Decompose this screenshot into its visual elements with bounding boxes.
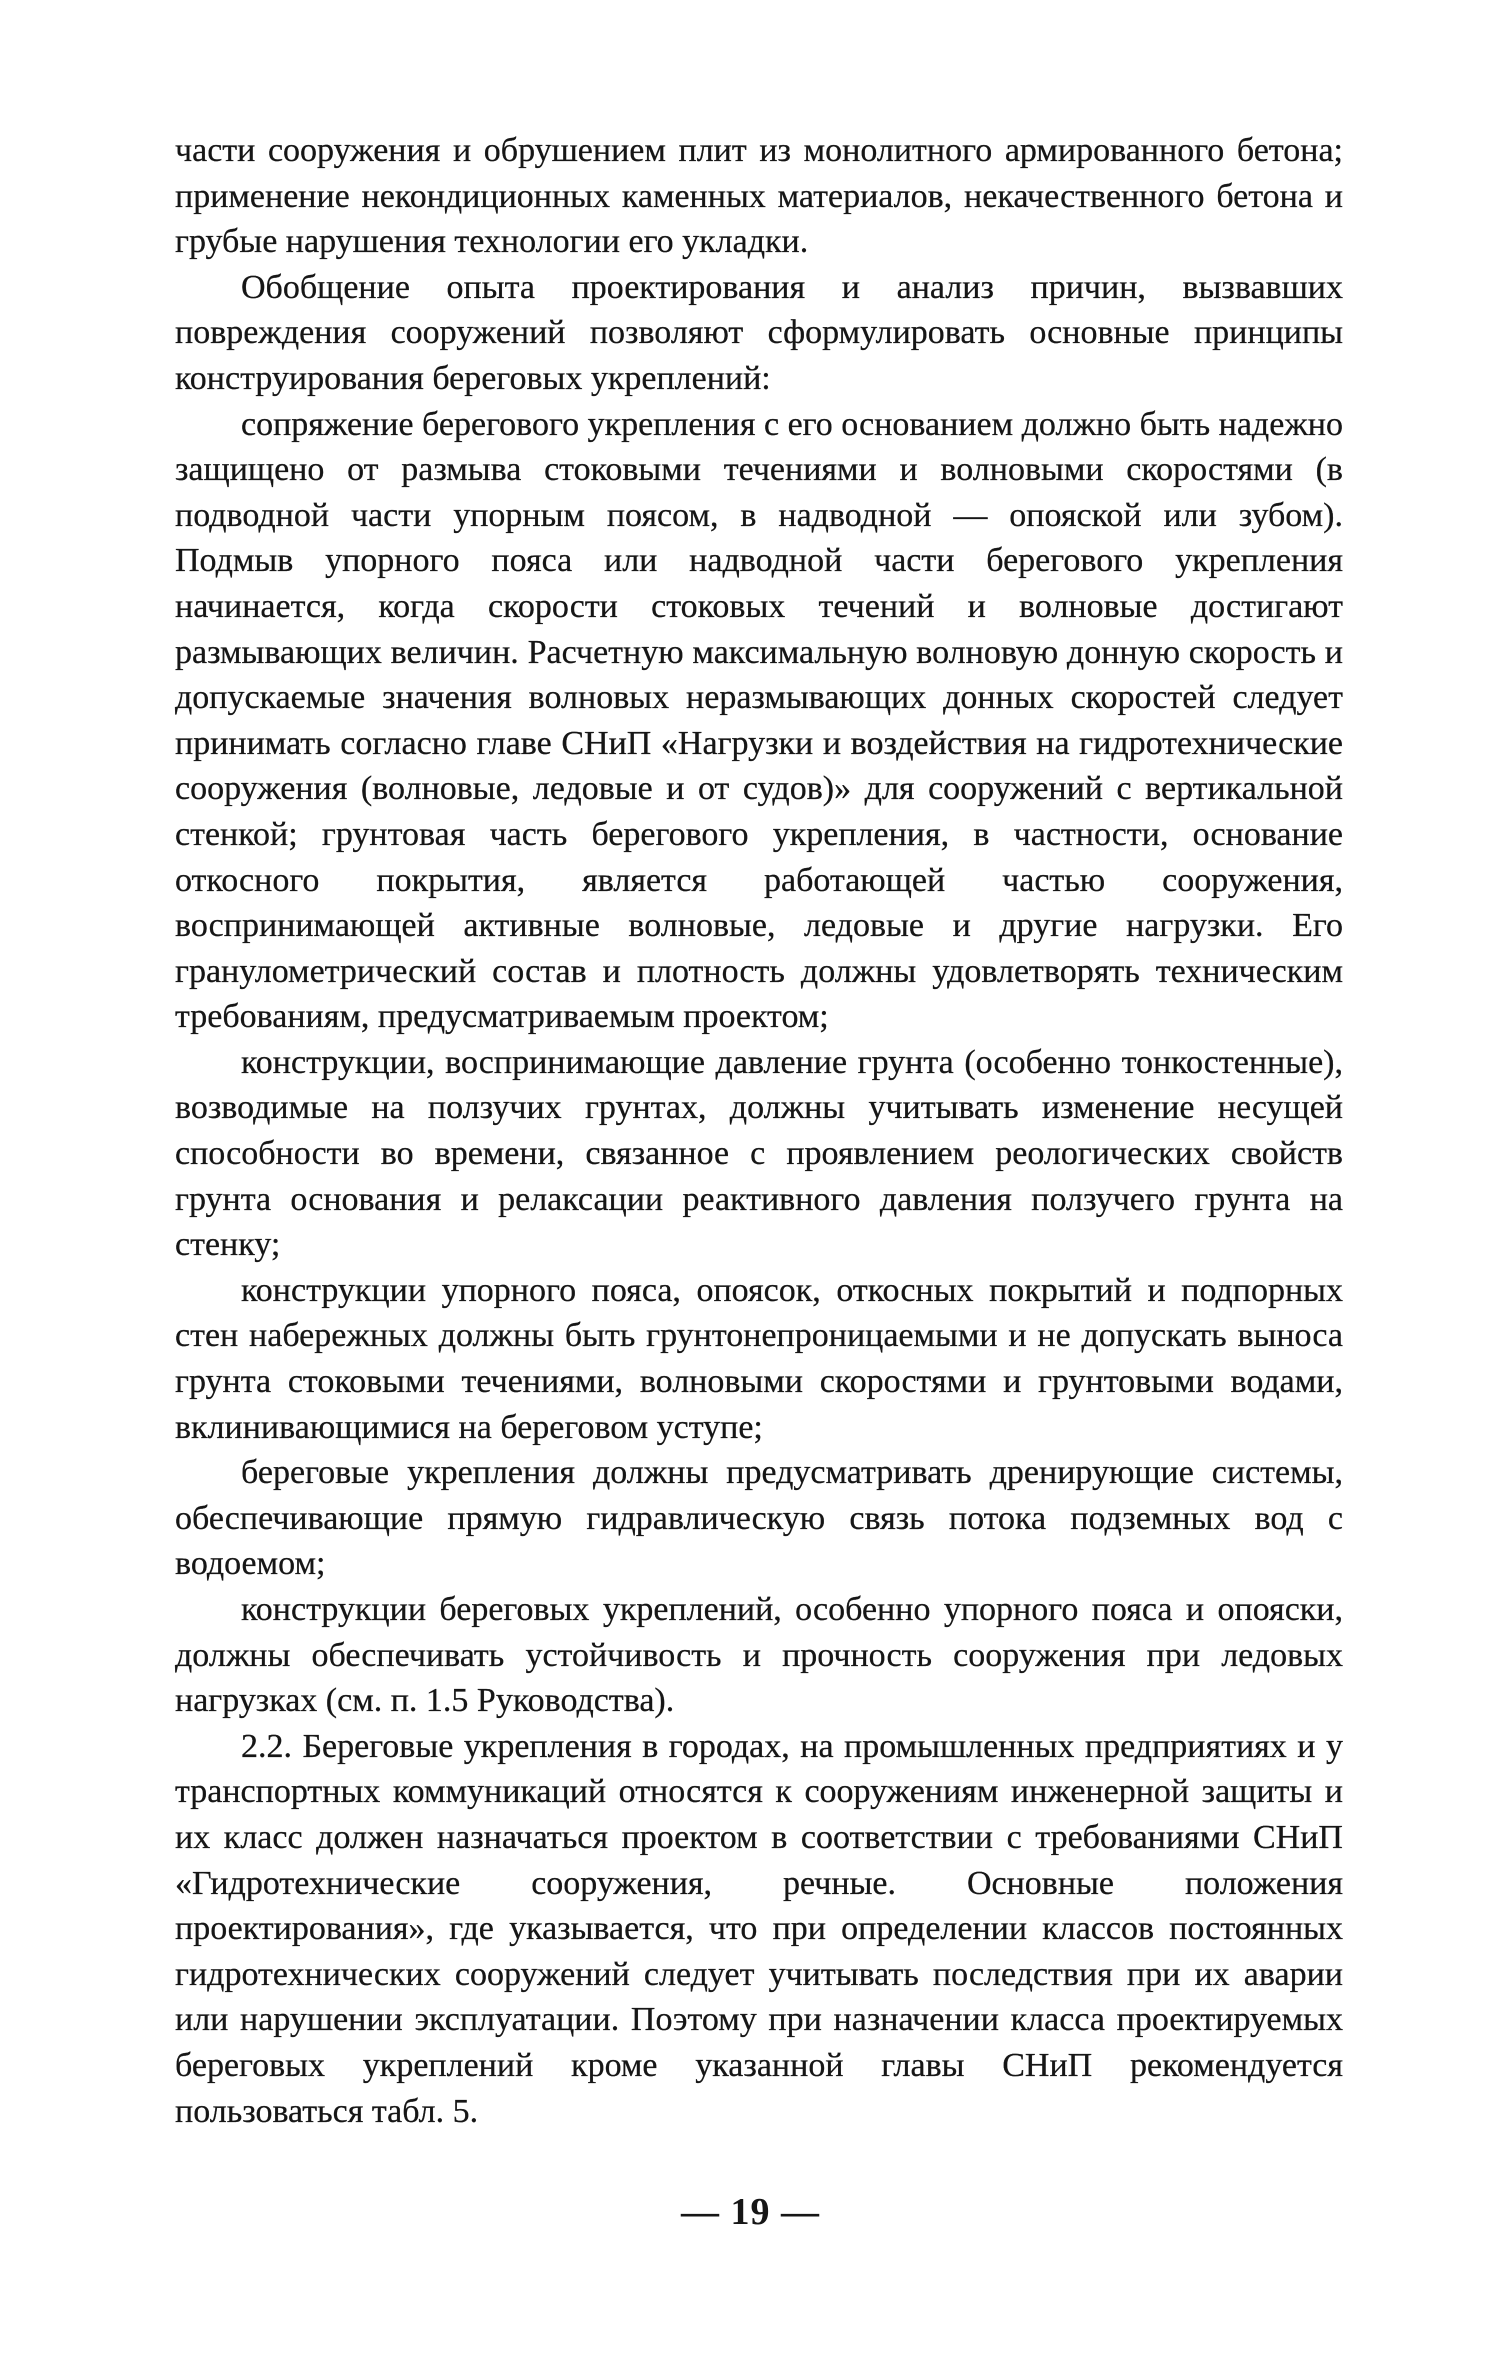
paragraph-section-2-2: 2.2. Береговые укрепления в городах, на промышленных предприятиях и у транспортных коммуникаций относятся к сооружениям инженерной защиты и их класс должен назначаться проектом в соответствии с требованиями СНиП «Гидротехнические сооружения, речные. Основные положения проектирования», где указывается, что при определении классов постоянных гидротехнических сооружений следует учитывать последствия при их аварии или нарушении эксплуатации. Поэтому при назначении класса проектируемых береговых укреплений кроме указанной главы СНиП рекомендуется пользоваться табл. 5. (175, 1727, 1343, 2130)
paragraph-principles-intro: Обобщение опыта проектирования и анализ причин, вызвавших повреждения сооружений позволяют сформулировать основные принципы конструирования береговых укреплений: (175, 268, 1343, 397)
paragraph-principle-ice-loads: конструкции береговых укреплений, особенно упорного пояса и опояски, должны обеспечивать устойчивость и прочность сооружения при ледовых нагрузках (см. п. 1.5 Руководства). (175, 1591, 1343, 1720)
paragraph-principle-base-protection: сопряжение берегового укрепления с его основанием должно быть надежно защищено от размыва стоковыми течениями и волновыми скоростями (в подводной части упорным поясом, в надводной — опояской или зубом). Подмыв упорного пояса или надводной части берегового укрепления начинается, когда скорости стоковых течений и волновые достигают размывающих величин. Расчетную максимальную волновую донную скорость и допускаемые значения волновых неразмывающих донных скоростей следует принимать согласно главе СНиП «Нагрузки и воздействия на гидротехнические сооружения (волновые, ледовые и от судов)» для сооружений с вертикальной стенкой; грунтовая часть берегового укрепления, в частности, основание откосного покрытия, является работающей частью сооружения, воспринимающей активные волновые, ледовые и другие нагрузки. Его гранулометрический состав и плотность должны удовлетворять техническим требованиям, предусматриваемым проектом; (175, 405, 1343, 1036)
paragraph-principle-soil-impermeable: конструкции упорного пояса, опоясок, откосных покрытий и подпорных стен набережных должны быть грунтонепроницаемыми и не допускать выноса грунта стоковыми течениями, волновыми скоростями и грунтовыми водами, вклинивающимися на береговом уступе; (175, 1271, 1343, 1446)
paragraph-continuation: части сооружения и обрушением плит из монолитного армированного бетона; применение некондиционных каменных материалов, некачественного бетона и грубые нарушения технологии его укладки. (175, 132, 1343, 261)
body-text (175, 128, 1343, 2134)
page-number: — 19 — (681, 2191, 820, 2233)
paragraph-principle-drainage: береговые укрепления должны предусматривать дренирующие системы, обеспечивающие прямую гидравлическую связь потока подземных вод с водоемом; (175, 1454, 1343, 1583)
paragraph-principle-creeping-soils: конструкции, воспринимающие давление грунта (особенно тонкостенные), возводимые на ползучих грунтах, должны учитывать изменение несущей способности во времени, связанное с проявлением реологических свойств грунта основания и релаксации реактивного давления ползучего грунта на стенку; (175, 1043, 1343, 1264)
